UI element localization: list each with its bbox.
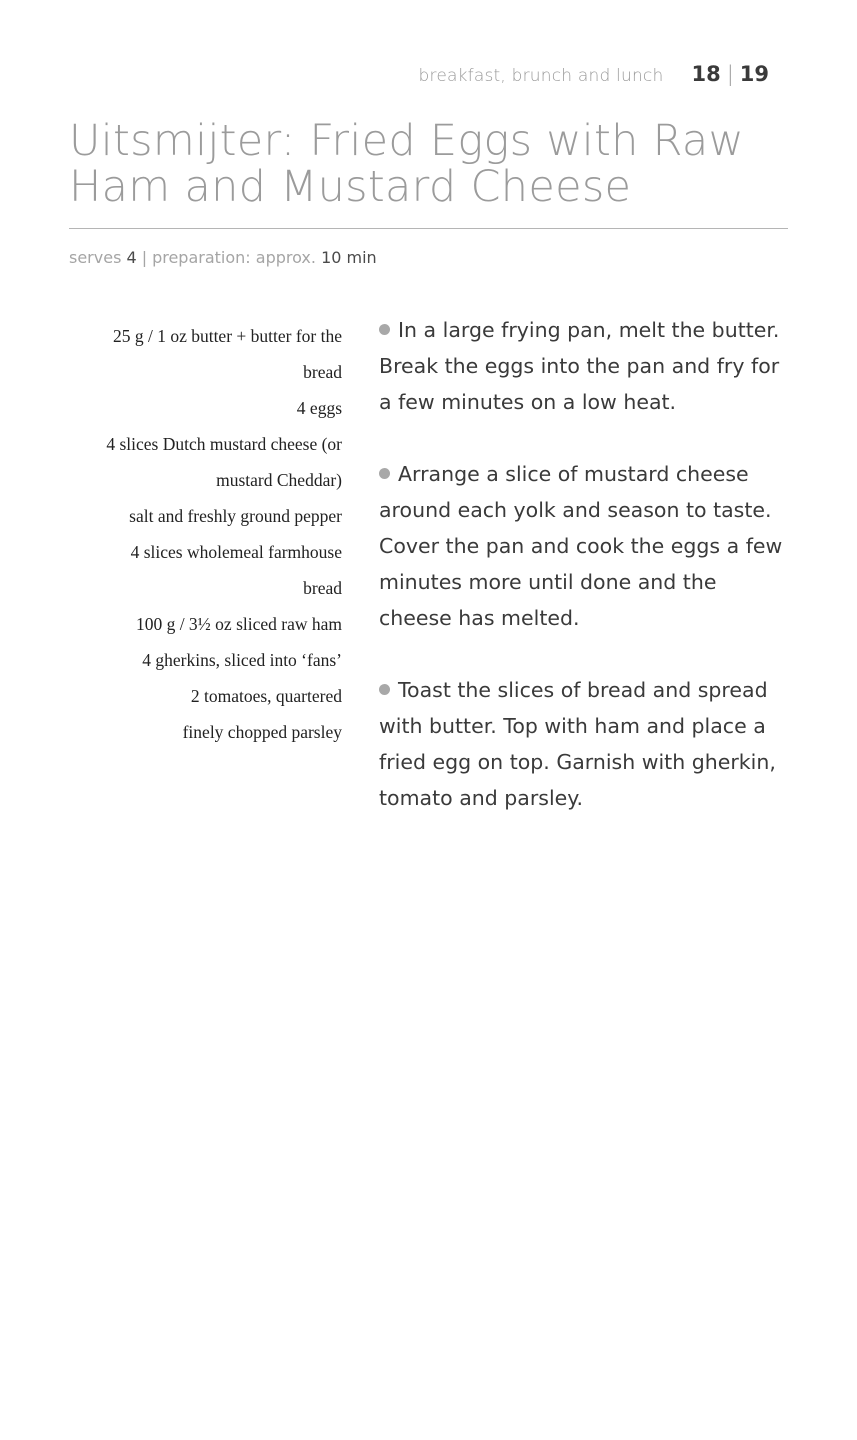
ingredient-item: 4 slices Dutch mustard cheese (or mustard Cheddar) xyxy=(106,434,342,490)
method-step-text: Toast the slices of bread and spread with butter. Top with ham and place a fried egg on top. Garnish with gherkin, tomato and parsley. xyxy=(379,678,776,810)
bullet-icon xyxy=(379,324,390,335)
ingredient-item: 4 gherkins, sliced into ‘fans’ xyxy=(142,650,342,670)
ingredient-item: finely chopped parsley xyxy=(182,722,342,742)
method-step xyxy=(379,456,789,636)
method-step-text: Arrange a slice of mustard cheese around each yolk and season to taste. Cover the pan and cook the eggs a few minutes more until done and the cheese has melted. xyxy=(379,462,783,630)
running-header xyxy=(419,62,769,86)
method-steps xyxy=(379,312,789,852)
ingredient-item: 4 slices wholemeal farmhouse bread xyxy=(130,542,342,598)
recipe-meta xyxy=(69,248,377,267)
page-number-separator: | xyxy=(726,62,734,86)
ingredient-item: 4 eggs xyxy=(296,398,342,418)
ingredient-item: 100 g / 3½ oz sliced raw ham xyxy=(135,614,342,634)
title-divider xyxy=(69,228,788,229)
bullet-icon xyxy=(379,684,390,695)
page-numbers xyxy=(691,62,769,86)
serves-value: 4 xyxy=(126,248,137,267)
page-number-right: 19 xyxy=(739,62,769,86)
ingredient-item: salt and freshly ground pepper xyxy=(129,506,342,526)
method-step-text: In a large frying pan, melt the butter. Break the eggs into the pan and fry for a few minutes on a low heat. xyxy=(379,318,780,414)
meta-separator: | xyxy=(141,248,148,267)
ingredient-list xyxy=(90,318,342,750)
ingredient-item: 25 g / 1 oz butter + butter for the bread xyxy=(112,326,342,382)
page-number-left: 18 xyxy=(691,62,721,86)
prep-label: preparation: approx. xyxy=(152,248,316,267)
method-step xyxy=(379,312,789,420)
bullet-icon xyxy=(379,468,390,479)
method-step xyxy=(379,672,789,816)
recipe-title: Uitsmijter: Fried Eggs with Raw Ham and Mustard Cheese xyxy=(69,116,745,212)
serves-label: serves xyxy=(69,248,122,267)
section-name: breakfast, brunch and lunch xyxy=(418,66,664,86)
ingredient-item: 2 tomatoes, quartered xyxy=(190,686,342,706)
prep-value: 10 min xyxy=(321,248,377,267)
